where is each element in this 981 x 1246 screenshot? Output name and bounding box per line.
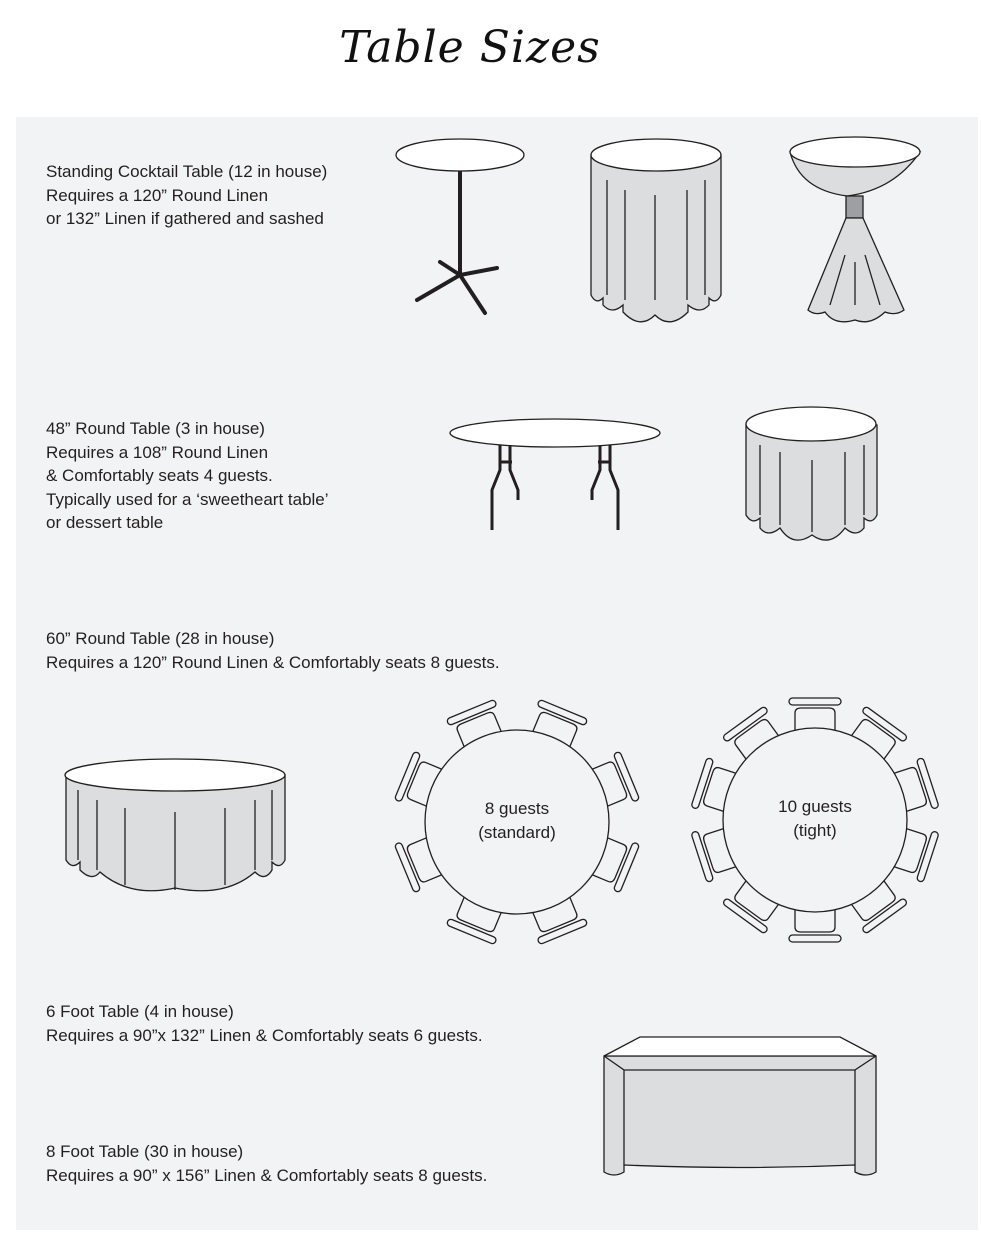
text-line: Typically used for a ‘sweetheart table’: [46, 489, 329, 509]
seating-note: (tight): [793, 821, 837, 840]
chair-icon: [789, 698, 841, 732]
rectangular-table-draped-illustration: [604, 1037, 876, 1175]
cocktail-table-sashed-illustration: [790, 137, 920, 322]
page-title: Table Sizes: [339, 22, 601, 73]
text-line: & Comfortably seats 4 guests.: [46, 466, 273, 485]
text-line: 6 Foot Table (4 in house): [46, 1002, 234, 1021]
seating-count: 10 guests: [778, 797, 852, 816]
cocktail-table-draped-illustration: [591, 139, 721, 322]
seating-label-10: [745, 795, 885, 843]
seating-count: 8 guests: [484, 799, 550, 818]
48-round-table-draped-illustration: [746, 407, 877, 540]
cocktail-table-bare-illustration: [396, 139, 524, 313]
text-line: Requires a 90” x 156” Linen & Comfortably seats 8 guests.: [46, 1165, 488, 1185]
seating-note: (standard): [478, 823, 556, 842]
text-line: Requires a 120” Round Linen & Comfortably seats 8 guests.: [46, 652, 500, 672]
text-line: or dessert table: [46, 513, 164, 532]
text-line: 48” Round Table (3 in house): [46, 419, 265, 438]
chair-icon: [789, 908, 841, 942]
48-round-table-bare-illustration: [450, 419, 660, 530]
text-line: Requires a 120” Round Linen: [46, 185, 269, 205]
text-line: or 132” Linen if gathered and sashed: [46, 209, 324, 228]
text-line: Standing Cocktail Table (12 in house): [46, 162, 328, 181]
seating-label-8: [447, 797, 587, 845]
text-line: 60” Round Table (28 in house): [46, 629, 275, 648]
text-line: Requires a 90”x 132” Linen & Comfortably seats 6 guests.: [46, 1025, 483, 1045]
text-line: Requires a 108” Round Linen: [46, 442, 269, 462]
text-line: 8 Foot Table (30 in house): [46, 1142, 244, 1161]
60-round-table-draped-illustration: [65, 759, 285, 891]
